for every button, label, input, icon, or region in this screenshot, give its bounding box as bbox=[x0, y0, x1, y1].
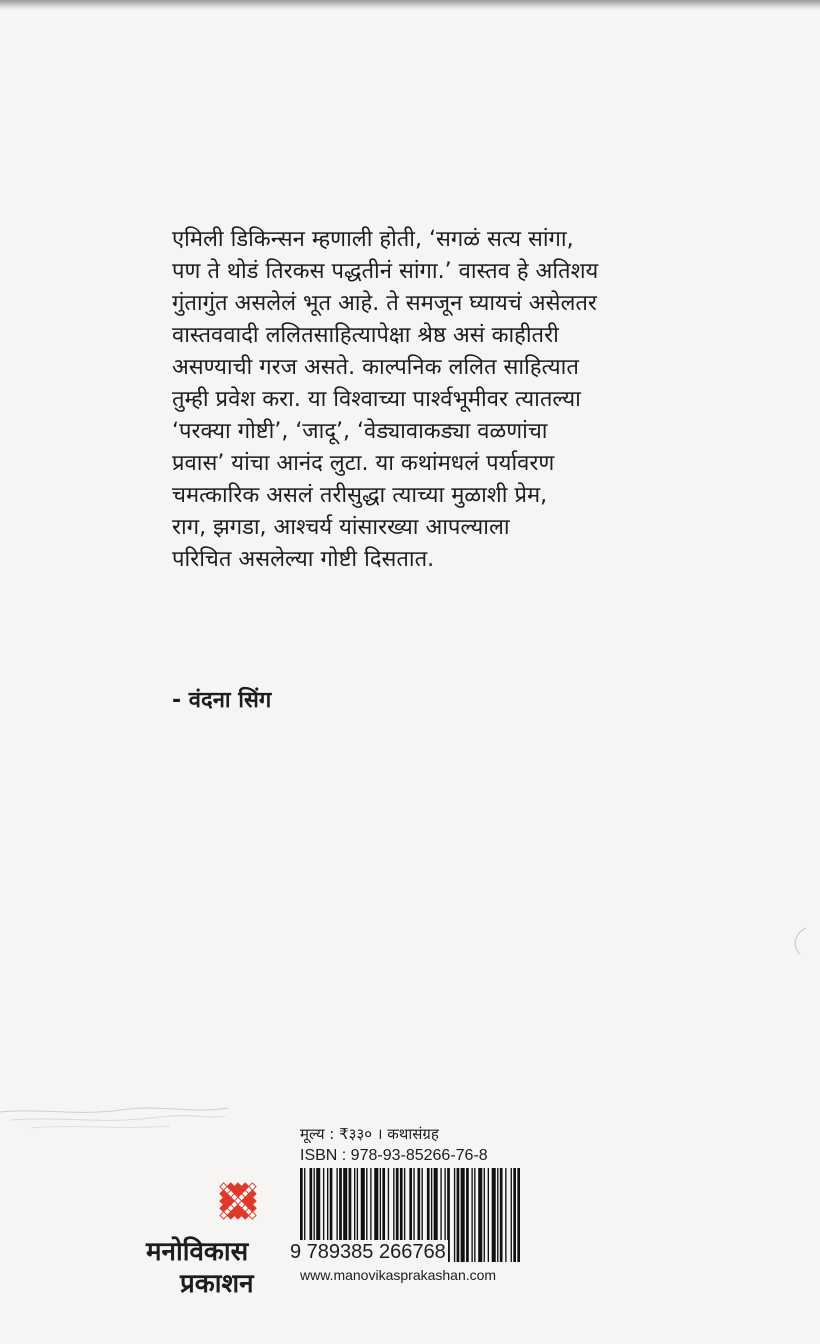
blurb-line: प्रवास’ यांचा आनंद लुटा. या कथांमधलं पर्यावरण bbox=[172, 451, 555, 476]
page-top-edge bbox=[0, 0, 820, 10]
author-name: - वंदना सिंग bbox=[172, 688, 272, 713]
blurb-line: ‘परक्या गोष्टी’, ‘जादू’, ‘वेड्यावाकड्या वळणांचा bbox=[172, 419, 548, 444]
blurb-line: तुम्ही प्रवेश करा. या विश्वाच्या पार्श्वभूमीवर त्यातल्या bbox=[172, 387, 581, 412]
blurb-line: पण ते थोडं तिरकस पद्धतीनं सांगा.’ वास्तव हे अतिशय bbox=[172, 259, 599, 284]
price-and-genre: मूल्य : ₹३३० । कथासंग्रह bbox=[300, 1125, 439, 1143]
barcode-digits: 9 789385 266768 bbox=[290, 1241, 446, 1263]
blurb-text bbox=[172, 224, 782, 576]
blurb-line: चमत्कारिक असलं तरीसुद्धा त्याच्या मुळाशी प्रेम, bbox=[172, 483, 548, 508]
paper-crease-mark bbox=[788, 926, 808, 956]
publisher-name-line-2: प्रकाशन bbox=[180, 1269, 254, 1299]
blurb-line: राग, झगडा, आश्चर्य यांसारख्या आपल्याला bbox=[172, 515, 510, 540]
publisher-logo-icon bbox=[202, 1166, 274, 1236]
blurb-line: गुंतागुंत असलेलं भूत आहे. ते समजून घ्यायचं असेलतर bbox=[172, 291, 597, 316]
blurb-line: एमिली डिकिन्सन म्हणाली होती, ‘सगळं सत्य सांगा, bbox=[172, 227, 574, 252]
publisher-name-line-1: मनोविकास bbox=[146, 1237, 249, 1267]
publisher-website: www.manovikasprakashan.com bbox=[300, 1267, 497, 1283]
blurb-line: असण्याची गरज असते. काल्पनिक ललित साहित्यात bbox=[172, 355, 579, 380]
paper-scuff-mark bbox=[0, 1098, 230, 1138]
blurb-line: वास्तववादी ललितसाहित्यापेक्षा श्रेष्ठ असं काहीतरी bbox=[172, 323, 559, 348]
isbn-number: ISBN : 978-93-85266-76-8 bbox=[300, 1147, 488, 1164]
blurb-line: परिचित असलेल्या गोष्टी दिसतात. bbox=[172, 547, 435, 572]
